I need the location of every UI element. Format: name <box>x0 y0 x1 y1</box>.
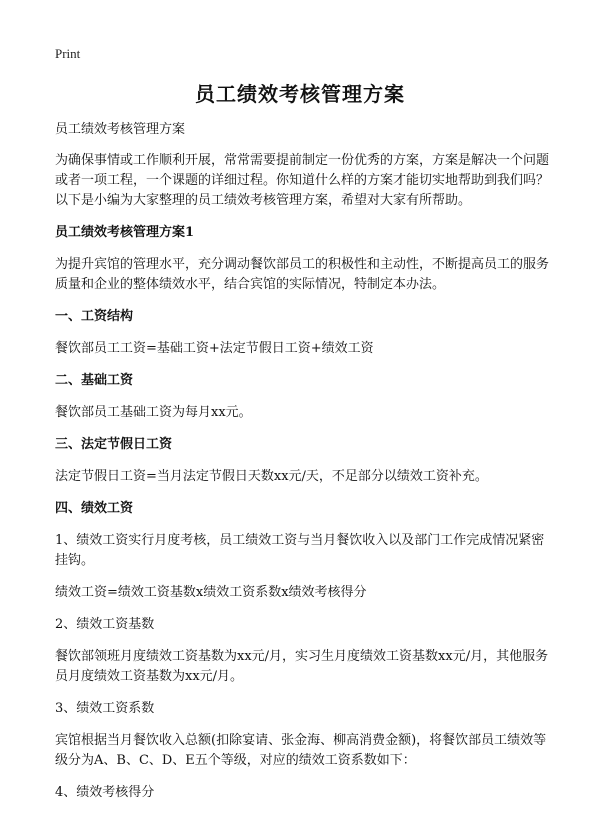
holiday-pay-paragraph: 法定节假日工资=当月法定节假日天数xx元/天，不足部分以绩效工资补充。 <box>55 469 488 484</box>
performance-pay-paragraph: 1、绩效工资实行月度考核，员工绩效工资与当月餐饮收入以及部门工作完成情况紧密挂钩。 <box>55 533 545 568</box>
document-body <box>55 120 550 815</box>
print-link[interactable]: Print <box>55 46 81 61</box>
performance-coefficient-heading: 3、绩效工资系数 <box>55 701 155 716</box>
salary-structure-paragraph: 餐饮部员工工资=基础工资+法定节假日工资+绩效工资 <box>55 341 374 356</box>
heading-performance-pay: 四、绩效工资 <box>55 501 134 516</box>
document-subtitle: 员工绩效考核管理方案 <box>55 122 186 137</box>
intro-paragraph: 为确保事情或工作顺利开展，常常需要提前制定一份优秀的方案，方案是解决一个问题或者一项工程，一个课题的详细过程。你知道什么样的方案才能切实地帮助到我们吗？以下是小编为大家整理的员工绩效考核管理方案，希望对大家有所帮助。 <box>55 153 550 208</box>
heading-base-salary: 二、基础工资 <box>55 373 134 388</box>
performance-base-paragraph: 餐饮部领班月度绩效工资基数为xx元/月，实习生月度绩效工资基数xx元/月，其他服务员月度绩效工资基数为xx元/月。 <box>55 649 549 684</box>
heading-salary-structure: 一、工资结构 <box>55 309 134 324</box>
heading-holiday-pay: 三、法定节假日工资 <box>55 437 173 452</box>
page-title: 员工绩效考核管理方案 <box>195 82 405 106</box>
section-intro-paragraph: 为提升宾馆的管理水平，充分调动餐饮部员工的积极性和主动性，不断提高员工的服务质量和企业的整体绩效水平，结合宾馆的实际情况，特制定本办法。 <box>55 257 550 292</box>
section-heading: 员工绩效考核管理方案1 <box>55 225 195 240</box>
performance-base-heading: 2、绩效工资基数 <box>55 617 155 632</box>
performance-coefficient-paragraph: 宾馆根据当月餐饮收入总额(扣除宴请、张金海、柳高消费金额)，将餐饮部员工绩效等级分为A、B、C、D、E五个等级，对应的绩效工资系数如下： <box>55 733 547 768</box>
base-salary-paragraph: 餐饮部员工基础工资为每月xx元。 <box>55 405 252 420</box>
performance-score-heading: 4、绩效考核得分 <box>55 785 155 800</box>
performance-formula: 绩效工资=绩效工资基数x绩效工资系数x绩效考核得分 <box>55 585 367 600</box>
